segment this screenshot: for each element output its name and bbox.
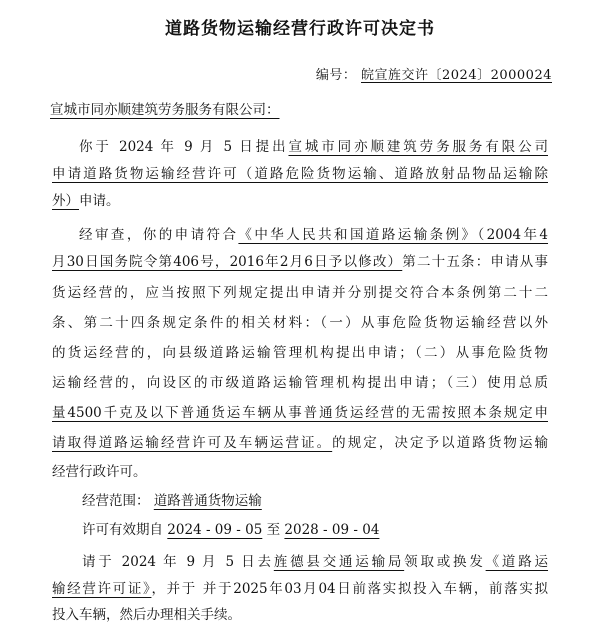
regulation-reference: 《中华人民共和国道路运输条例》（2004年4: [238, 227, 549, 243]
license-name: 《道路运: [485, 554, 549, 570]
validity-start: 2024 - 09 - 05: [167, 522, 263, 538]
validity-end: 2028 - 09 - 04: [284, 522, 380, 538]
para2-line1: [79, 223, 548, 243]
para1-text: 申请。: [79, 193, 120, 209]
para3-text: 请于 2024 年 9 月 5 日去: [82, 554, 274, 570]
issuing-authority: 旌德县交通运输局: [273, 554, 405, 570]
validity-period: [82, 518, 548, 538]
para2-line9: 经营行政许可。: [52, 464, 147, 480]
document-number: [316, 64, 552, 83]
addressee: 宣城市同亦顺建筑劳务服务有限公司：: [50, 102, 280, 118]
para1-line2: 申请道路货物运输经营许可（道路危险货物运输、道路放射品物品运输除: [52, 166, 548, 182]
para2-line3: 货运经营的，应当按照下列规定提出申请并分别提交符合本条例第二十二: [52, 285, 548, 301]
business-scope: [82, 489, 548, 509]
para2-line2: [52, 250, 548, 270]
para3-line2: [52, 577, 548, 597]
document-number-label: 编号：: [315, 68, 357, 83]
para2-line8: [52, 431, 548, 451]
para3-line3: 投入车辆，然后办理相关手续。: [52, 607, 241, 623]
para2-line6: 运输经营的，向设区的市级道路运输管理机构提出申请；（三）使用总质: [52, 375, 548, 391]
document-title: 道路货物运输经营行政许可决定书: [165, 19, 435, 39]
para1-text: 你于 2024 年 9 月 5 日提出: [79, 139, 289, 155]
business-scope-label: 经营范围：: [82, 493, 150, 509]
validity-to: 至: [266, 522, 281, 538]
para2-text: 的规定，决定予以道路货物运输: [332, 435, 549, 451]
para3-text: 领取或换发: [404, 554, 486, 570]
document-number-value: 皖宣旌交许〔2024〕2000024: [361, 68, 552, 83]
para1-underlined: 外）: [52, 193, 79, 209]
regulation-reference-cont: 月30日国务院令第406号，2016年2月6日予以修改）: [52, 254, 403, 270]
validity-label: 许可有效期自: [82, 522, 163, 538]
para2-text: 经审查，你的申请符合: [79, 227, 239, 243]
para3-line1: [82, 550, 548, 570]
para1-line1: [79, 135, 548, 155]
applicant-name: 宣城市同亦顺建筑劳务服务有限公司: [288, 139, 548, 155]
business-scope-value: 道路普通货物运输: [153, 493, 262, 509]
para3-text: ，并于 并于2025年03月04日前落实拟投入车辆，前落实拟: [151, 581, 548, 597]
para2-text: 第二十五条：申请从事: [402, 254, 548, 270]
para2-line4: 条、第二十四条规定条件的相关材料：（一）从事危险货物运输经营以外: [52, 315, 548, 331]
para2-line7: 量4500千克及以下普通货运车辆从事普通货运经营的无需按照本条规定申: [52, 405, 548, 421]
para2-line5: 的货运经营的，向县级道路运输管理机构提出申请；（二）从事危险货物: [52, 345, 548, 361]
para2-underlined: 请取得道路运输经营许可及车辆运营证。: [52, 435, 333, 451]
license-name-cont: 输经营许可证》: [52, 581, 152, 597]
para1-line3: [52, 189, 548, 209]
